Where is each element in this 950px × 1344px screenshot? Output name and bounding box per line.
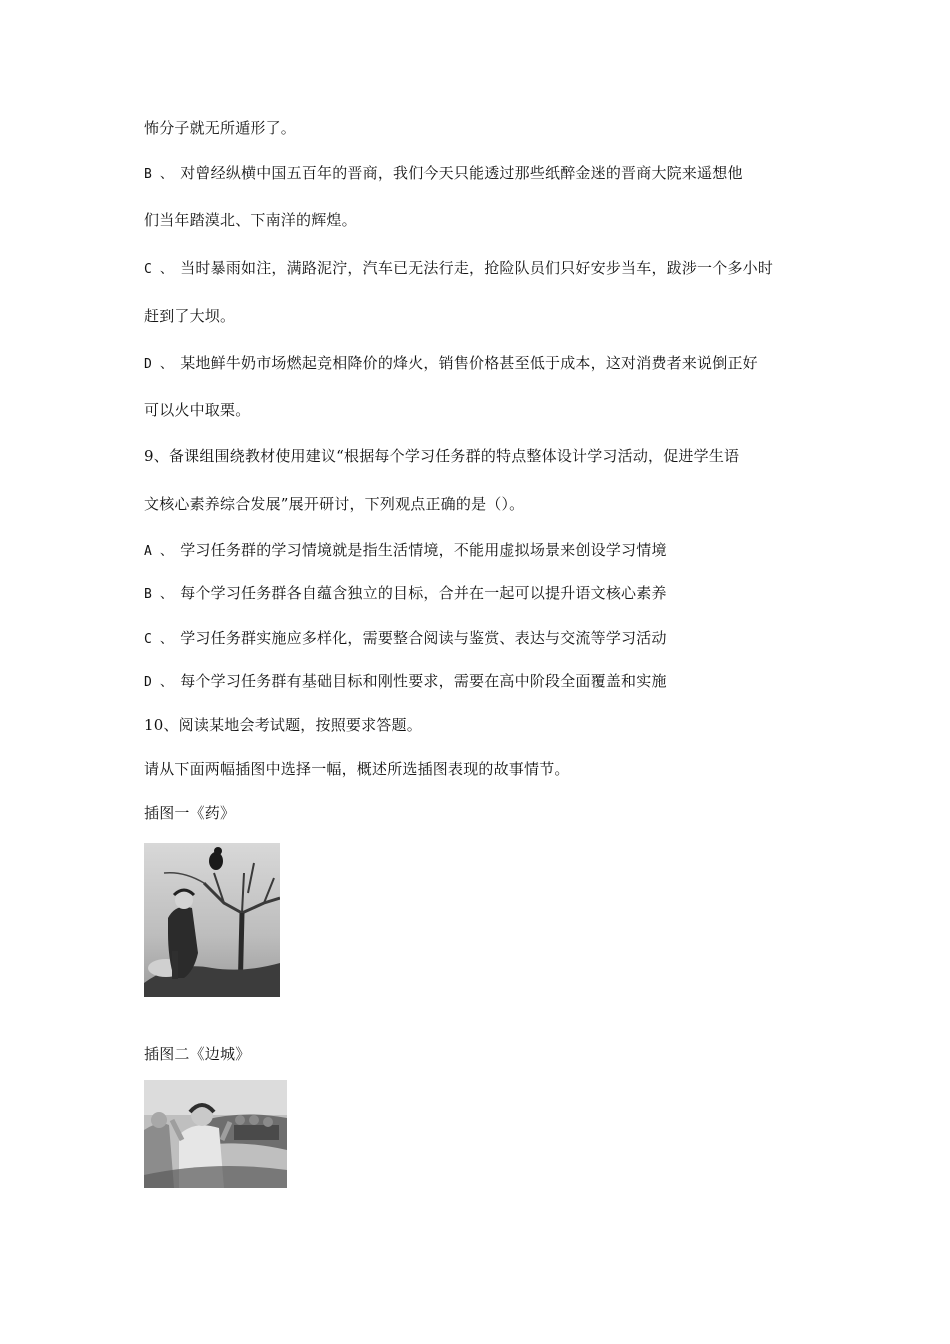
q9-option-b	[144, 583, 667, 605]
option-text: 每个学习任务群各自蕴含独立的目标，合并在一起可以提升语文核心素养	[180, 584, 667, 602]
option-text: 学习任务群实施应多样化，需要整合阅读与鉴赏、表达与交流等学习活动	[180, 629, 667, 647]
figure2-caption: 插图二《边城》	[144, 1045, 251, 1063]
q9-option-d	[144, 671, 667, 693]
figure2-illustration	[144, 1080, 287, 1188]
q8-option-b-line2: 们当年踏漠北、下南洋的辉煌。	[144, 211, 357, 229]
option-text: 学习任务群的学习情境就是指生活情境，不能用虚拟场景来创设学习情境	[180, 541, 667, 559]
q8-option-c-line1	[144, 258, 773, 280]
q8-option-b-line1	[144, 163, 743, 185]
q8-option-d-line2: 可以火中取栗。	[144, 401, 251, 419]
q9-option-a	[144, 540, 667, 562]
option-letter: C 、	[144, 262, 174, 277]
option-text: 当时暴雨如注，满路泥泞，汽车已无法行走，抢险队员们只好安步当车，跋涉一个多小时	[180, 259, 774, 277]
figure1-illustration	[144, 843, 280, 997]
option-letter: A 、	[144, 544, 174, 559]
q9-stem-line2: 文核心素养综合发展”展开研讨，下列观点正确的是（）。	[144, 495, 525, 513]
option-letter: C 、	[144, 632, 174, 647]
q10-stem: 10、阅读某地会考试题，按照要求答题。	[144, 716, 422, 734]
option-letter: B 、	[144, 587, 174, 602]
option-text: 每个学习任务群有基础目标和刚性要求，需要在高中阶段全面覆盖和实施	[180, 672, 667, 690]
q8-option-d-line1	[144, 353, 758, 375]
q8-option-c-line2: 赶到了大坝。	[144, 307, 236, 325]
q9-option-c	[144, 628, 667, 650]
option-letter: D 、	[144, 675, 174, 690]
q9-stem-line1: 9、备课组围绕教材使用建议“根据每个学习任务群的特点整体设计学习活动，促进学生语	[144, 447, 740, 465]
q10-instruction: 请从下面两幅插图中选择一幅，概述所选插图表现的故事情节。	[144, 760, 570, 778]
option-letter: B 、	[144, 167, 174, 182]
option-text: 对曾经纵横中国五百年的晋商，我们今天只能透过那些纸醉金迷的晋商大院来遥想他	[180, 164, 743, 182]
option-text: 某地鲜牛奶市场燃起竞相降价的烽火，销售价格甚至低于成本，这对消费者来说倒正好	[180, 354, 758, 372]
q8-option-a-continuation: 怖分子就无所遁形了。	[144, 119, 297, 137]
option-letter: D 、	[144, 357, 174, 372]
figure1-caption: 插图一《药》	[144, 804, 236, 822]
